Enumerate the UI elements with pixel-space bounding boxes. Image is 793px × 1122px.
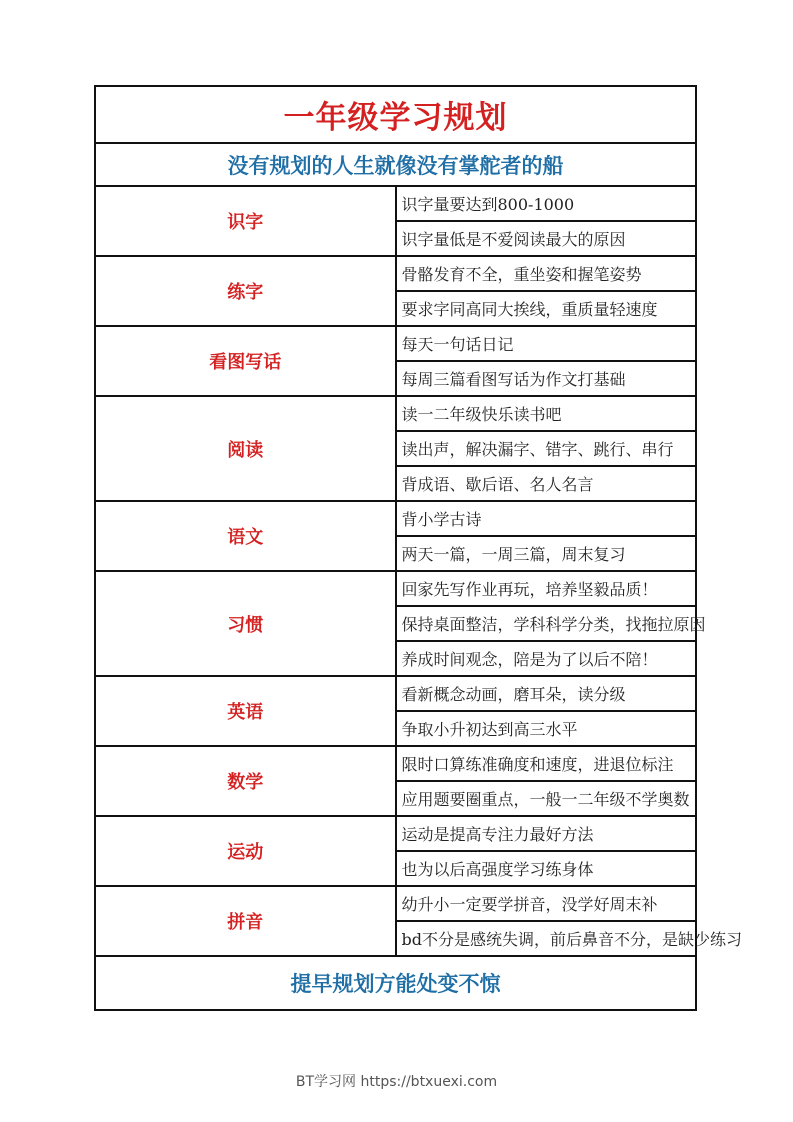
plan-item: bd不分是感统失调，前后鼻音不分，是缺少练习 [396, 921, 697, 956]
category-label: 拼音 [95, 886, 396, 956]
plan-item: 限时口算练准确度和速度，进退位标注 [396, 746, 697, 781]
plan-item: 识字量低是不爱阅读最大的原因 [396, 221, 697, 256]
subtitle: 没有规划的人生就像没有掌舵者的船 [95, 143, 696, 186]
plan-item: 每周三篇看图写话为作文打基础 [396, 361, 697, 396]
plan-item: 回家先写作业再玩，培养坚毅品质！ [396, 571, 697, 606]
plan-item: 背小学古诗 [396, 501, 697, 536]
plan-item: 读出声，解决漏字、错字、跳行、串行 [396, 431, 697, 466]
plan-item: 保持桌面整洁，学科科学分类，找拖拉原因 [396, 606, 697, 641]
plan-item: 幼升小一定要学拼音，没学好周末补 [396, 886, 697, 921]
category-label: 看图写话 [95, 326, 396, 396]
table-row [95, 501, 696, 536]
plan-item: 骨骼发育不全，重坐姿和握笔姿势 [396, 256, 697, 291]
category-label: 阅读 [95, 396, 396, 501]
plan-item: 每天一句话日记 [396, 326, 697, 361]
table-row [95, 886, 696, 921]
plan-item: 也为以后高强度学习练身体 [396, 851, 697, 886]
footer-slogan: 提早规划方能处变不惊 [95, 956, 696, 1010]
plan-item: 运动是提高专注力最好方法 [396, 816, 697, 851]
table-row [95, 571, 696, 606]
plan-item: 识字量要达到800-1000 [396, 186, 697, 221]
category-label: 识字 [95, 186, 396, 256]
table-row [95, 746, 696, 781]
table-row [95, 186, 696, 221]
plan-item: 读一二年级快乐读书吧 [396, 396, 697, 431]
plan-item: 应用题要圈重点，一般一二年级不学奥数 [396, 781, 697, 816]
table-row [95, 256, 696, 291]
category-label: 语文 [95, 501, 396, 571]
table-row [95, 676, 696, 711]
table-row [95, 326, 696, 361]
plan-item: 两天一篇，一周三篇，周末复习 [396, 536, 697, 571]
plan-item: 背成语、歇后语、名人名言 [396, 466, 697, 501]
category-label: 数学 [95, 746, 396, 816]
watermark: BT学习网 https://btxuexi.com [295, 1074, 498, 1090]
plan-item: 争取小升初达到高三水平 [396, 711, 697, 746]
plan-item: 要求字同高同大挨线，重质量轻速度 [396, 291, 697, 326]
page-title: 一年级学习规划 [95, 86, 696, 143]
plan-item: 看新概念动画，磨耳朵，读分级 [396, 676, 697, 711]
study-plan-table [94, 85, 742, 1011]
category-label: 练字 [95, 256, 396, 326]
plan-item: 养成时间观念，陪是为了以后不陪！ [396, 641, 697, 676]
category-label: 习惯 [95, 571, 396, 676]
table-row [95, 816, 696, 851]
table-row [95, 396, 696, 431]
category-label: 英语 [95, 676, 396, 746]
category-label: 运动 [95, 816, 396, 886]
